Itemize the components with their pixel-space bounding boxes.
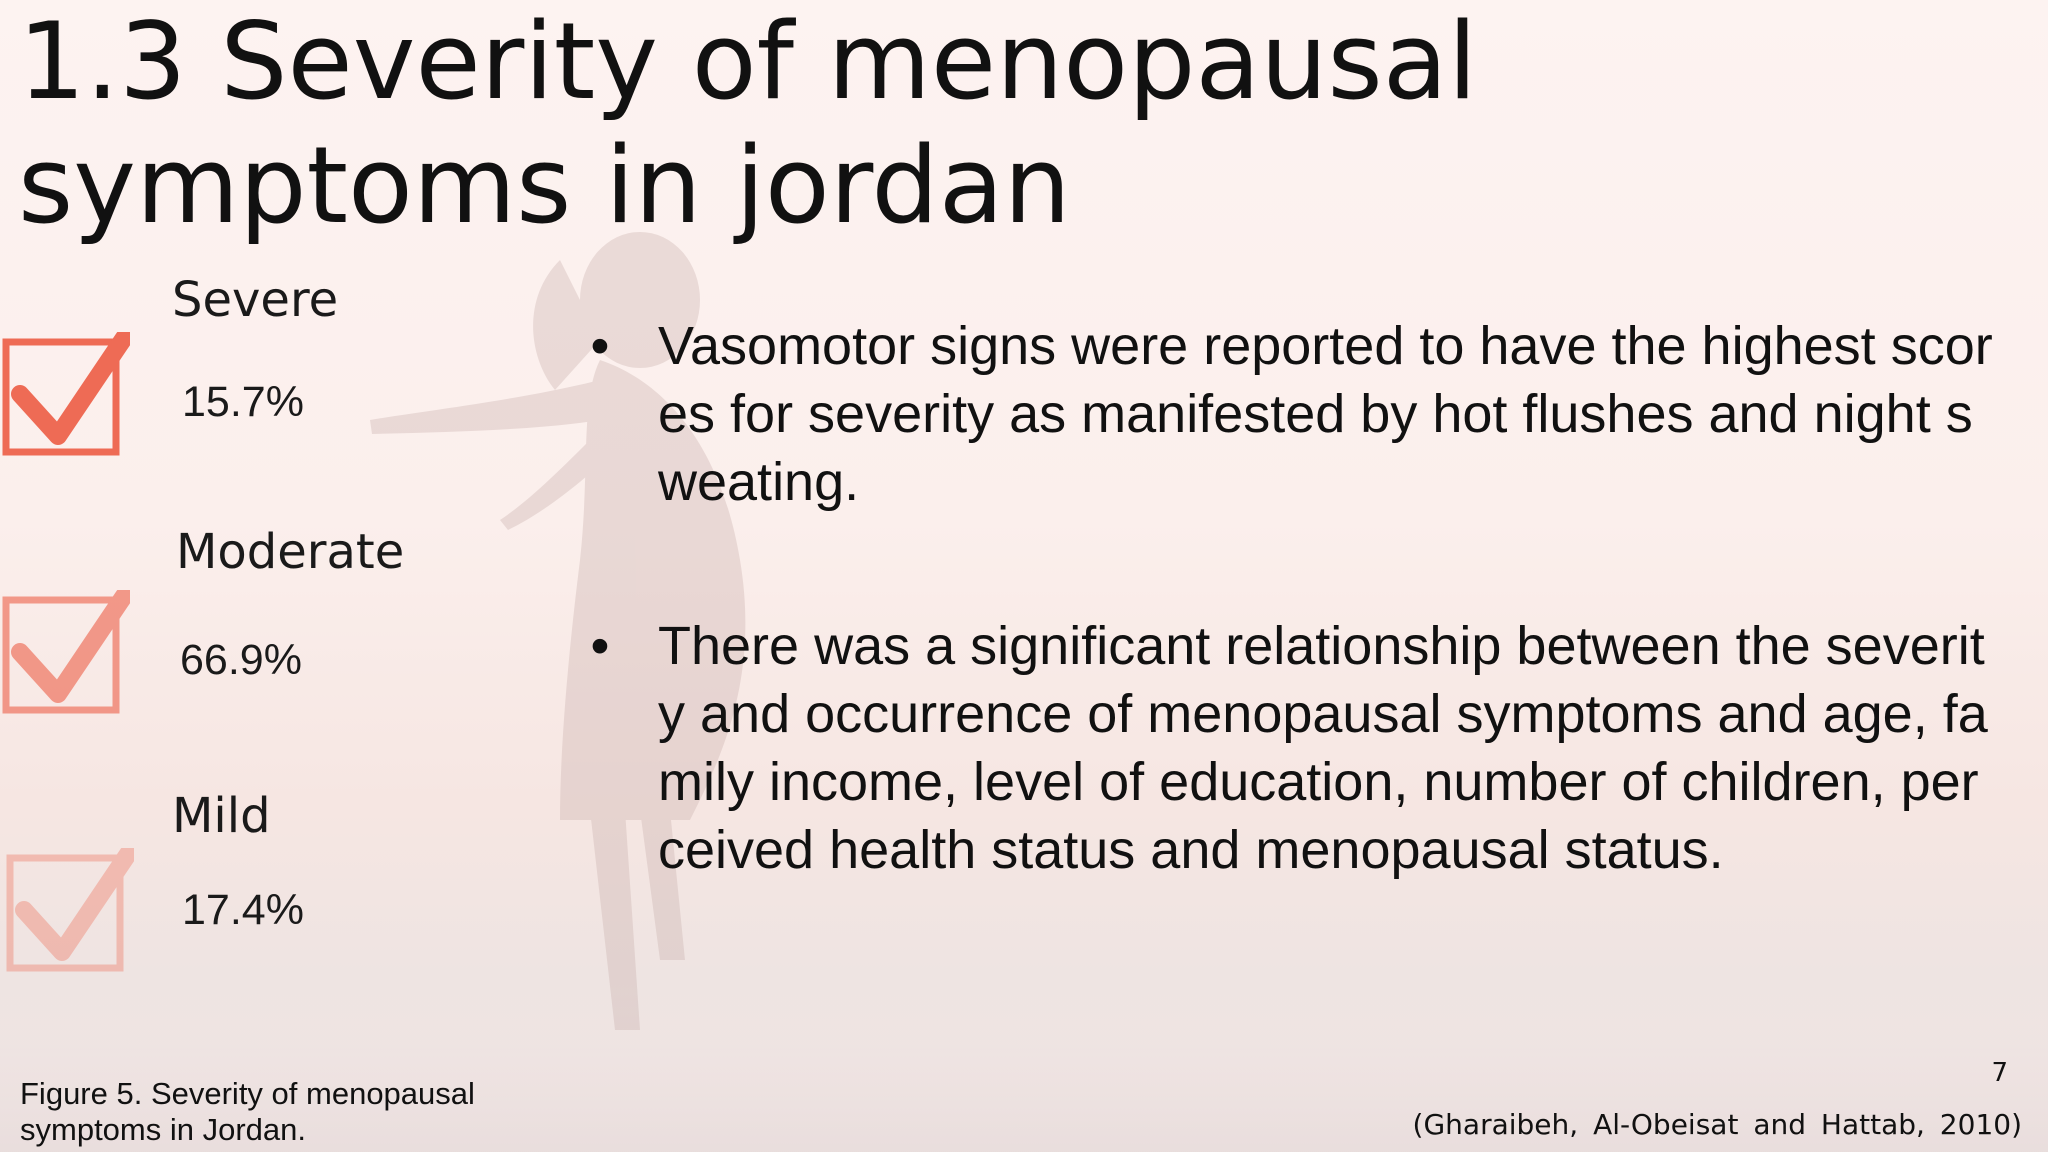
- figure-caption: Figure 5. Severity of menopausal symptoms in Jordan.: [20, 1076, 475, 1147]
- bullet-text: There was a significant relationship between the severity and occurrence of menopausal symptoms and age, family income, level of education, number of children, perceived health status and menopausal status.: [658, 616, 1988, 880]
- severity-label: Severe: [172, 272, 339, 328]
- bullet-item: [580, 312, 2000, 516]
- severity-label: Moderate: [176, 524, 405, 580]
- page-number: 7: [1991, 1058, 2008, 1088]
- severity-percent: 17.4%: [182, 886, 304, 934]
- slide-title: 1.3 Severity of menopausal symptoms in jordan: [18, 0, 1478, 247]
- bullet-text: Vasomotor signs were reported to have the highest scores for severity as manifested by hot flushes and night sweating.: [658, 316, 1993, 512]
- checkbox-checked-icon: [0, 590, 130, 718]
- citation: (Gharaibeh, Al-Obeisat and Hattab, 2010): [1412, 1108, 2022, 1141]
- checkbox-checked-icon: [4, 848, 134, 976]
- severity-percent: 66.9%: [180, 636, 302, 684]
- bullet-marker: •: [590, 316, 610, 376]
- bullet-list: [580, 312, 2000, 884]
- checkbox-checked-icon: [0, 332, 130, 460]
- bullet-item: [580, 612, 2000, 884]
- severity-label: Mild: [172, 788, 271, 844]
- severity-percent: 15.7%: [182, 378, 304, 426]
- bullet-marker: •: [590, 616, 610, 676]
